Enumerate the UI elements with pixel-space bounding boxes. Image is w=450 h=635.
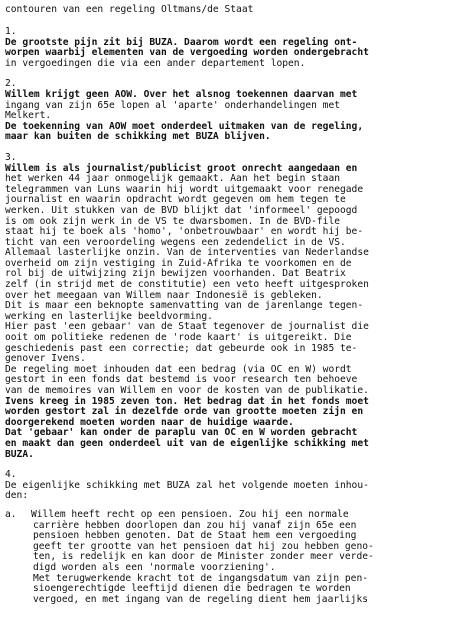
section-line-bold: BUZA.	[5, 448, 34, 460]
section-line: rol bij de uitwijzing zijn bewijzen voorhanden. Dat Beatrix	[5, 268, 346, 280]
section-line: ticht van een veroordeling wegens een zedendelict in de VS.	[5, 236, 346, 248]
section-line: De eigenlijke schikking met BUZA zal het volgende moeten inhou-	[5, 479, 369, 491]
section-number: 4.	[5, 469, 17, 481]
list-line: Met terugwerkende kracht tot de ingangsdatum van zijn pen-	[33, 572, 369, 584]
section-line: den:	[5, 490, 29, 502]
list-line: vergoed, en met ingang van de regeling dient hem jaarlijks	[33, 593, 369, 605]
list-item-a	[5, 510, 447, 521]
section-3	[3, 153, 447, 460]
section-line: De regeling moet inhouden dat een bedrag (via OC en W) wordt	[5, 363, 352, 375]
section-line: zelf (in strijd met de constitutie) een veto heeft uitgesproken	[5, 279, 369, 291]
section-line: Allemaal lasterlijke onzin. Van de interventies van Nederlandse	[5, 247, 369, 259]
section-line: het werken 44 jaar onmogelijk gemaakt. Aan het begin staan	[5, 173, 341, 185]
document-page	[3, 4, 447, 632]
section-line: De grootste pijn zit bij BUZA. Daarom wordt een regeling ont-	[5, 36, 358, 48]
section-line: gestort in een fonds dat bestemd is voor research ten behoeve	[5, 374, 358, 386]
section-line-bold: worden gestort zal in dezelfde orde van grootte moeten zijn en	[5, 406, 364, 418]
section-line-bold: doorgerekend moeten worden naar de huidige waarde.	[5, 416, 294, 428]
section-line-bold: maar kan buiten de schikking met BUZA blijven.	[5, 131, 271, 143]
section-line: Dit is maar een beknopte samenvatting van de jarenlange tegen-	[5, 300, 364, 312]
section-number: 3.	[5, 151, 17, 163]
section-line: overheid om zijn vestiging in Zuid-Afrika te voorkomen en de	[5, 257, 352, 269]
list-line: Willem heeft recht op een pensioen. Zou hij een normale	[31, 508, 349, 520]
list-line: geeft ter grootte van het pensioen dat hij zou hebben geno-	[33, 540, 374, 552]
section-line: ingang van zijn 65e lopen al 'aparte' onderhandelingen met	[5, 99, 341, 111]
section-line-bold: en maakt dan geen onderdeel uit van de eigenlijke schikking met	[5, 437, 369, 449]
section-line: journalist en waarin opdracht wordt gegeven om hem tegen te	[5, 194, 346, 206]
section-line: over het meegaan van Willem naar Indonesië is gebleken.	[5, 289, 323, 301]
list-line: sioengerechtigde leeftijd dienen die bedragen te worden	[33, 583, 351, 595]
section-line: is om ook zijn werk in de VS te dwarsbomen. In de BVD-file	[5, 215, 341, 227]
section-line: werken. Uit stukken van de BVD blijkt dat 'informeel' gepoogd	[5, 204, 358, 216]
section-1	[3, 27, 447, 69]
list-line: pensioen hebben genoten. Dat de Staat hem een vergoeding	[33, 530, 357, 542]
section-line-bold: Ivens kreeg in 1985 zeven ton. Het bedrag dat in het fonds moet	[5, 395, 369, 407]
section-line: ooit om politieke redenen de 'rode kaart' is uitgereikt. Die	[5, 332, 352, 344]
list-line: ten, is redelijk en kan door de Minister zonder meer verde-	[33, 551, 374, 563]
section-line: genover Ivens.	[5, 353, 86, 365]
document-title: contouren van een regeling Oltmans/de Staat	[5, 4, 254, 15]
section-line: Hier past 'een gebaar' van de Staat tegenover de journalist die	[5, 321, 369, 333]
section-line: geschiedenis past een correctie; dat gebeurde ook in 1985 te-	[5, 342, 358, 354]
section-number: 1.	[5, 26, 17, 37]
section-line: in vergoedingen die via een ander departement lopen.	[5, 57, 306, 69]
section-line: Willem is als journalist/publicist groot onrecht aangedaan en	[5, 162, 358, 174]
section-line-bold: Dat 'gebaar' kan onder de paraplu van OC en W worden gebracht	[5, 427, 358, 439]
section-line: worpen waarbij elementen van de vergoeding worden ondergebracht	[5, 47, 369, 59]
section-line-bold: De toekenning van AOW moet onderdeel uitmaken van de regeling,	[5, 120, 364, 132]
list-line: carrière hebben doorlopen dan zou hij vanaf zijn 65e een	[33, 519, 357, 531]
section-line: werking en lasterlijke beeldvorming.	[5, 310, 213, 322]
list-line: digd worden als een 'normale voorziening'.	[33, 561, 276, 573]
section-line: telegrammen van Luns waarin hij wordt uitgemaakt voor renegade	[5, 183, 364, 195]
section-line: Willem krijgt geen AOW. Over het alsnog toekennen daarvan met	[5, 88, 358, 100]
section-line: van de memoires van Willem en voor de kosten van de publikatie.	[5, 385, 369, 396]
section-line: staat hij te boek als 'homo', 'onbetrouwbaar' en wordt hij be-	[5, 226, 364, 238]
list-label: a.	[5, 508, 17, 520]
section-4	[3, 470, 447, 605]
section-2	[3, 79, 447, 143]
section-number: 2.	[5, 78, 17, 90]
section-line: Melkert.	[5, 110, 52, 122]
